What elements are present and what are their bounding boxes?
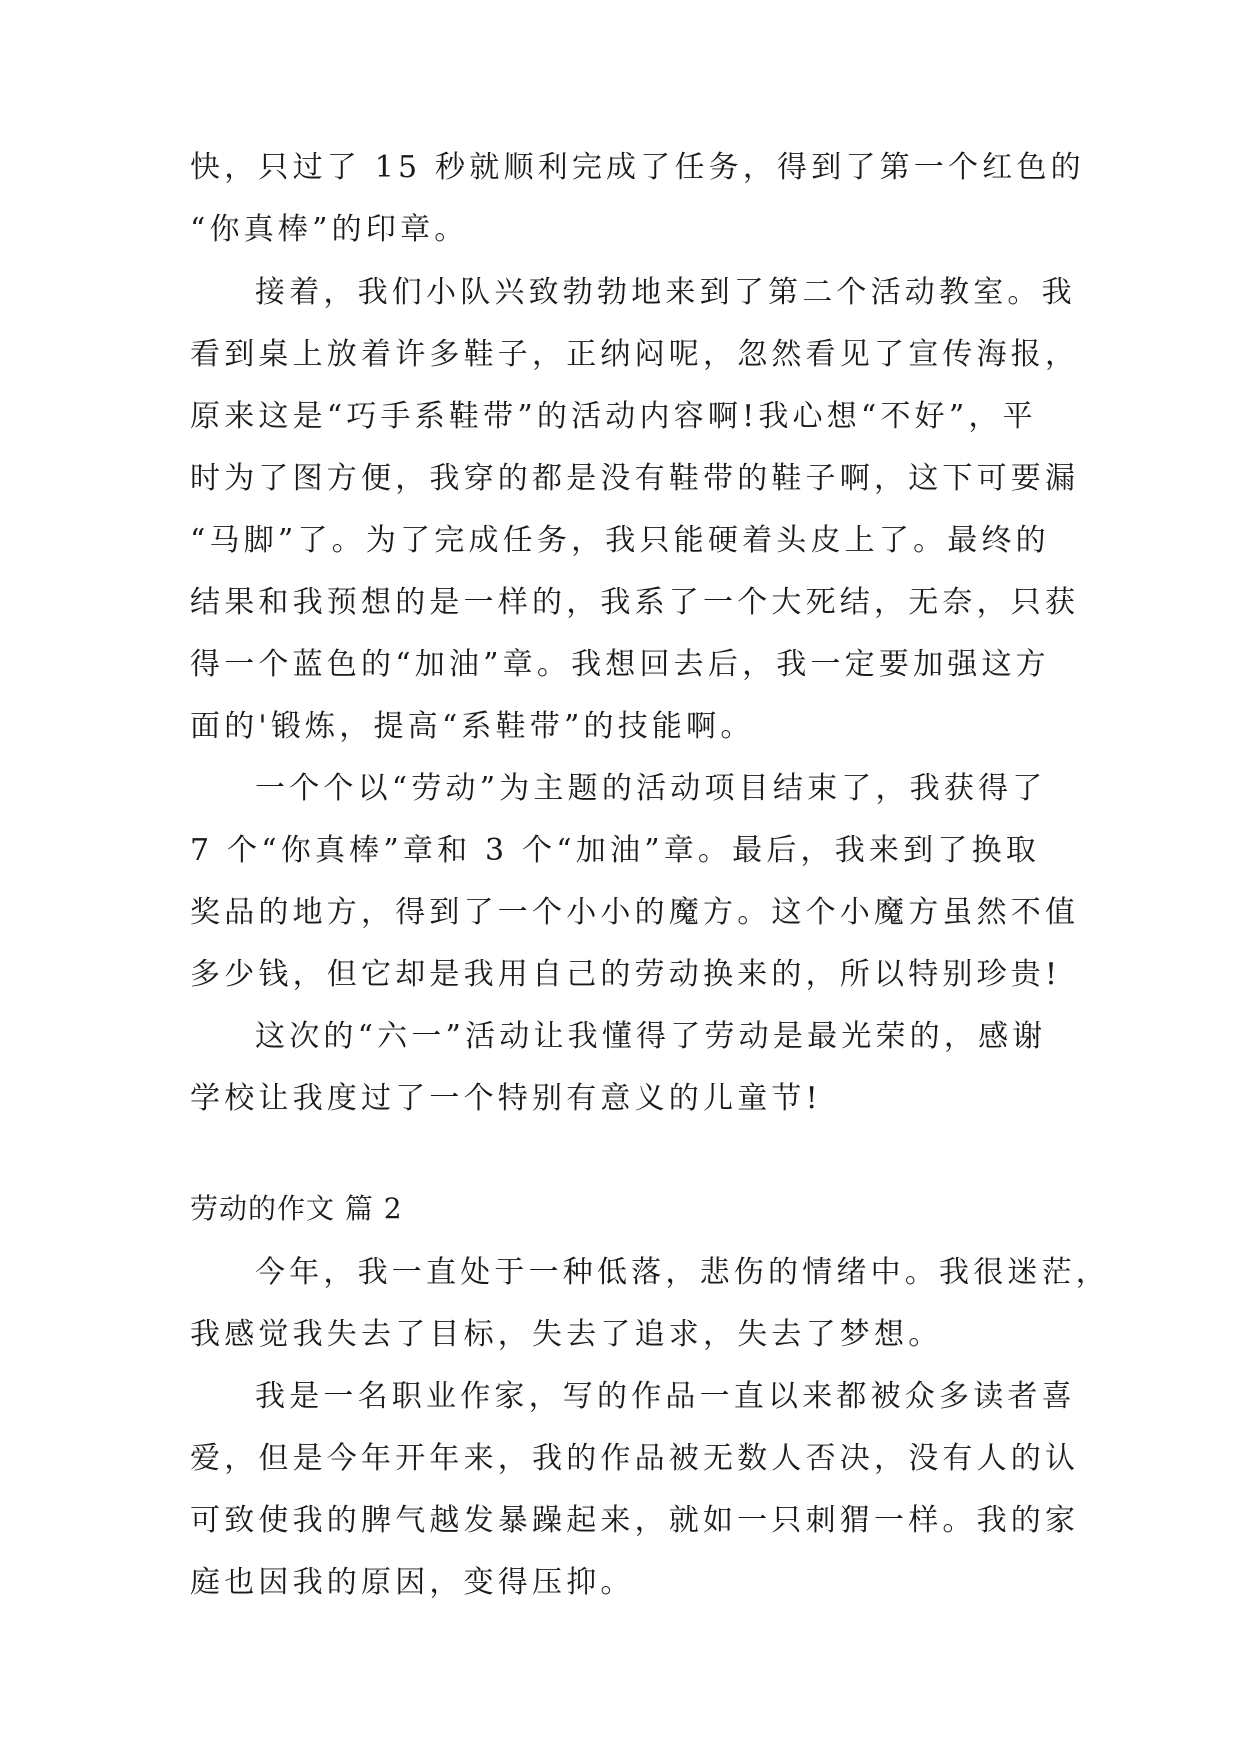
paragraph-first-line: 一个个以“劳动”为主题的活动项目结束了，我获得了 [255,771,1047,806]
paragraph-first-line: 这次的“六一”活动让我懂得了劳动是最光荣的，感谢 [255,1019,1047,1054]
text-line: “你真棒”的印章。 [190,212,469,247]
text-line: 快，只过了 15 秒就顺利完成了任务，得到了第一个红色的 [190,150,1085,185]
paragraph-first-line: 我是一名职业作家，写的作品一直以来都被众多读者喜 [255,1379,1076,1414]
text-line: 爱，但是今年开年来，我的作品被无数人否决，没有人的认 [190,1441,1080,1476]
text-line: 结果和我预想的是一样的，我系了一个大死结，无奈，只获 [190,585,1080,620]
paragraph-first-line: 接着，我们小队兴致勃勃地来到了第二个活动教室。我 [255,275,1076,310]
text-line: 7 个“你真棒”章和 3 个“加油”章。最后，我来到了换取 [190,833,1040,868]
text-line: 我感觉我失去了目标，失去了追求，失去了梦想。 [190,1317,943,1352]
text-line: 面的'锻炼，提高“系鞋带”的技能啊。 [190,709,755,744]
text-line: 时为了图方便，我穿的都是没有鞋带的鞋子啊，这下可要漏 [190,461,1080,496]
text-line: 看到桌上放着许多鞋子，正纳闷呢，忽然看见了宣传海报， [190,337,1080,372]
text-line: 学校让我度过了一个特别有意义的儿童节! [190,1081,822,1116]
text-line: 原来这是“巧手系鞋带”的活动内容啊!我心想“不好”，平 [190,399,1037,434]
paragraph-first-line: 今年，我一直处于一种低落，悲伤的情绪中。我很迷茫， [255,1255,1110,1290]
text-line: 可致使我的脾气越发暴躁起来，就如一只刺猬一样。我的家 [190,1503,1080,1538]
text-line: 得一个蓝色的“加油”章。我想回去后，我一定要加强这方 [190,647,1050,682]
text-line: 庭也因我的原因，变得压抑。 [190,1565,635,1600]
text-line: 奖品的地方，得到了一个小小的魔方。这个小魔方虽然不值 [190,895,1080,930]
text-line: 多少钱，但它却是我用自己的劳动换来的，所以特别珍贵! [190,957,1062,992]
text-line: “马脚”了。为了完成任务，我只能硬着头皮上了。最终的 [190,523,1050,558]
section-heading: 劳动的作文 篇 2 [190,1192,403,1225]
